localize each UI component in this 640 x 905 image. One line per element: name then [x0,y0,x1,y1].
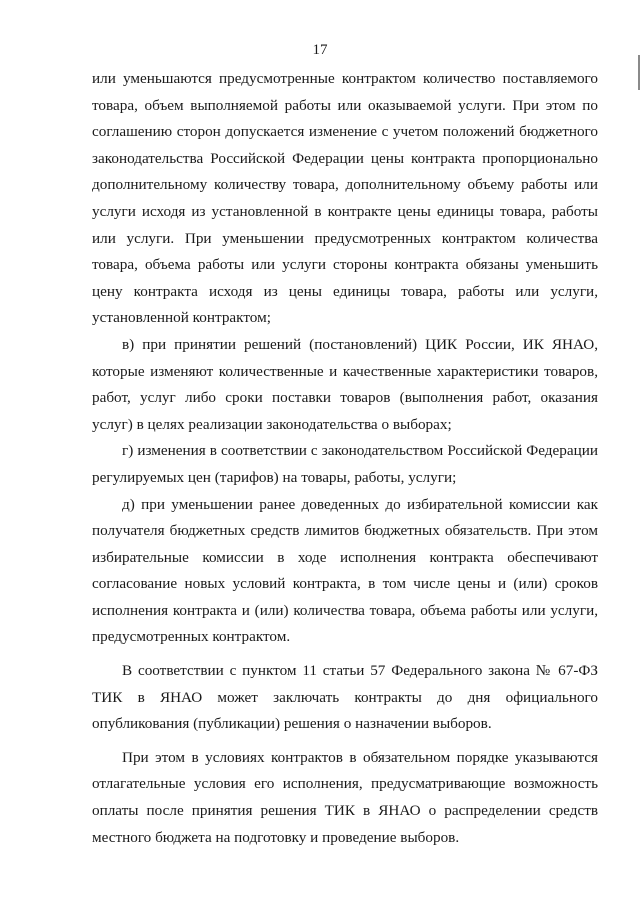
paragraph-contracts-law: В соответствии с пунктом 11 статьи 57 Федерального закона № 67-ФЗ ТИК в ЯНАО может заключать контракты до дня официального опубликования (публикации) решения о назначении выборов. [92,662,598,733]
paragraph-continuation: или уменьшаются предусмотренные контрактом количество поставляемого товара, объем выполняемой работы или оказываемой услуги. При этом по соглашению сторон допускается изменение с учетом положений бюджетного законодательства Российской Федерации цены контракта пропорционально дополнительному количеству товара, дополнительному объему работы или услуги исходя из установленной в контракте цены единицы товара, работы или услуги. При уменьшении предусмотренных контрактом количества товара, объема работы или услуги стороны контракта обязаны уменьшить цену контракта исходя из цены единицы товара, работы или услуги, установленной контрактом; [92,70,598,327]
paragraph-item-g: г) изменения в соответствии с законодательством Российской Федерации регулируемых цен (тарифов) на товары, работы, услуги; [92,442,598,486]
paragraph-item-d: д) при уменьшении ранее доведенных до избирательной комиссии как получателя бюджетных средств лимитов бюджетных обязательств. При этом избирательные комиссии в ходе исполнения контракта обеспечивают согласование новых условий контракта, в том числе цены и (или) сроков исполнения контракта и (или) количества товара, объема работы или услуги, предусмотренных контрактом. [92,495,598,646]
paragraph-deferred-conditions: При этом в условиях контрактов в обязательном порядке указываются отлагательные условия его исполнения, предусматривающие возможность оплаты после принятия решения ТИК в ЯНАО о распределении средств местного бюджета на подготовку и проведение выборов. [92,748,598,846]
page-number: 17 [312,42,328,58]
paragraph-item-v: в) при принятии решений (постановлений) ЦИК России, ИК ЯНАО, которые изменяют количественные и качественные характеристики товаров, работ, услуг либо сроки поставки товаров (выполнения работ, оказания услуг) в целях реализации законодательства о выборах; [92,335,598,433]
document-body [92,66,598,851]
